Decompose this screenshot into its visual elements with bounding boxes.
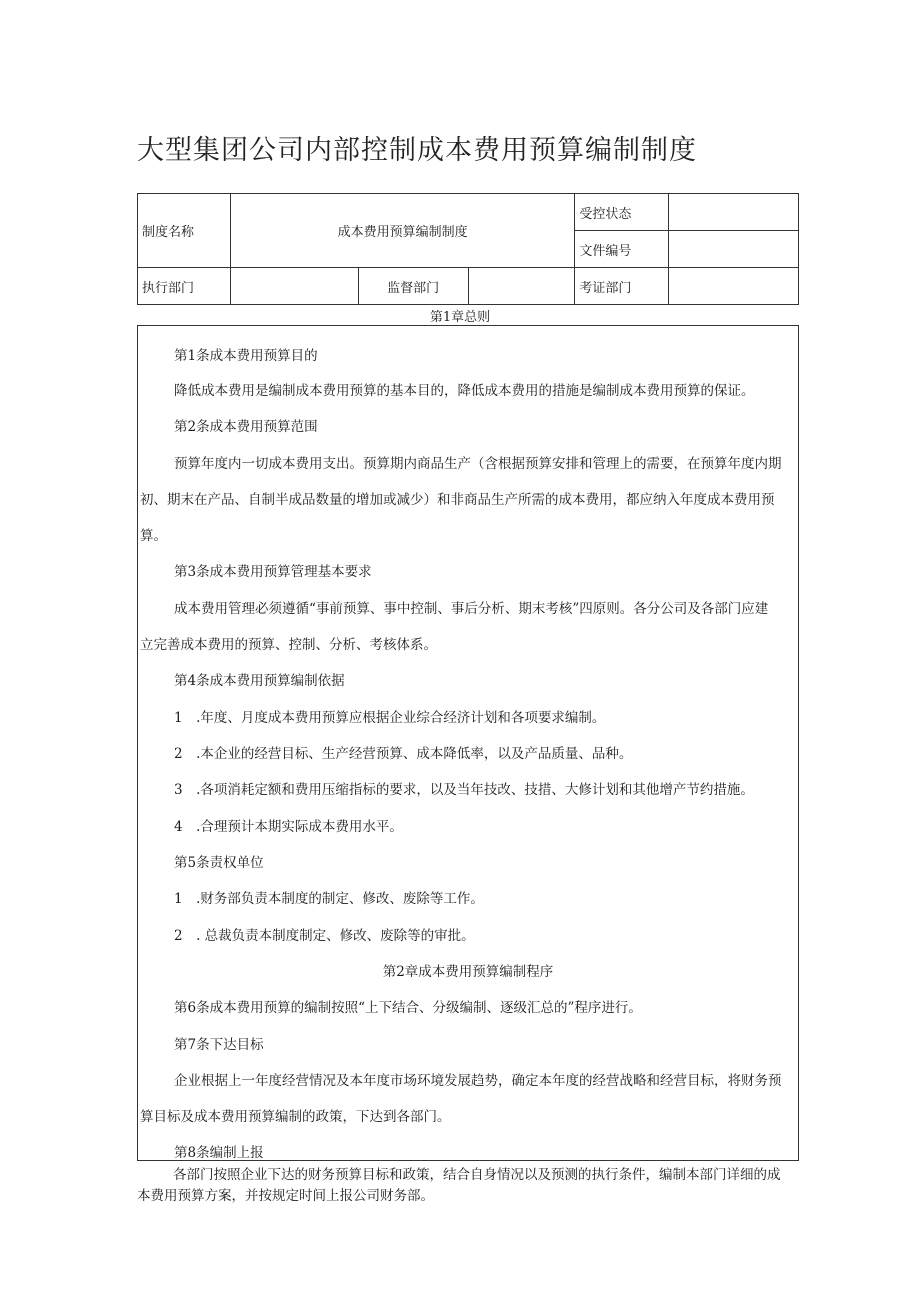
article-2-line-1: 预算年度内一切成本费用支出。预算期内商品生产（含根据预算安排和管理上的需要，在预算年度内期 [174,456,782,472]
article-4-item-2: 2 .本企业的经营目标、生产经营预算、成本降低率，以及产品质量、品种。 [174,746,633,762]
article-5-item-1: 1 .财务部负责本制度的制定、修改、废除等工作。 [174,891,484,907]
exec-dept-label: 执行部门 [138,268,231,305]
tail-line-1: 各部门按照企业下达的财务预算目标和政策，结合自身情况以及预测的执行条件，编制本部门详细的成 [173,1167,781,1183]
verify-dept-value [669,268,799,305]
article-7-line-1: 企业根据上一年度经营情况及本年度市场环境发展趋势，确定本年度的经营战略和经营目标，将财务预 [174,1073,782,1089]
article-1-text: 降低成本费用是编制成本费用预算的基本目的，降低成本费用的措施是编制成本费用预算的保证。 [174,383,755,399]
verify-dept-label: 考证部门 [575,268,669,305]
content-box [137,325,799,1161]
page-title: 大型集团公司内部控制成本费用预算编制制度 [137,135,697,166]
exec-dept-value [230,268,358,305]
article-3-line-2: 立完善成本费用的预算、控制、分析、考核体系。 [140,637,437,653]
article-5-title: 第5条责权单位 [174,855,264,871]
article-2-line-2: 初、期末在产品、自制半成品数量的增加或减少）和非商品生产所需的成本费用，都应纳入年度成本费用预 [140,492,775,508]
article-2-line-3: 算。 [140,528,167,544]
chapter-2-heading: 第2章成本费用预算编制程序 [382,964,554,980]
article-2-title: 第2条成本费用预算范围 [174,419,318,435]
article-3-title: 第3条成本费用预算管理基本要求 [174,564,372,580]
article-6: 第6条成本费用预算的编制按照“上下结合、分级编制、逐级汇总的”程序进行。 [174,1000,642,1016]
article-7-line-2: 算目标及成本费用预算编制的政策，下达到各部门。 [140,1109,451,1125]
article-4-item-4: 4 .合理预计本期实际成本费用水平。 [174,819,403,835]
control-status-value [669,194,799,231]
name-value: 成本费用预算编制制度 [230,194,574,268]
article-3-line-1: 成本费用管理必须遵循“事前预算、事中控制、事后分析、期末考核”四原则。各分公司及各部门应建 [174,601,769,617]
info-table [137,193,799,305]
file-no-label: 文件编号 [575,231,669,268]
article-7-title: 第7条下达目标 [174,1037,264,1053]
file-no-value [669,231,799,268]
chapter-1-heading: 第1章总则 [429,310,491,325]
article-8-title: 第8条编制上报 [174,1145,264,1161]
supervise-dept-value [468,268,575,305]
control-status-label: 受控状态 [575,194,669,231]
supervise-dept-label: 监督部门 [358,268,468,305]
article-4-title: 第4条成本费用预算编制依据 [174,673,345,689]
article-1-title: 第1条成本费用预算目的 [174,348,318,364]
article-4-item-1: 1 .年度、月度成本费用预算应根据企业综合经济计划和各项要求编制。 [174,710,606,726]
article-5-item-2: 2 . 总裁负责本制度制定、修改、废除等的审批。 [174,928,475,944]
tail-line-2: 本费用预算方案，并按规定时间上报公司财务部。 [137,1188,434,1204]
name-label: 制度名称 [138,194,231,268]
article-4-item-3: 3 .各项消耗定额和费用压缩指标的要求，以及当年技改、技措、大修计划和其他增产节约措施。 [174,782,754,798]
